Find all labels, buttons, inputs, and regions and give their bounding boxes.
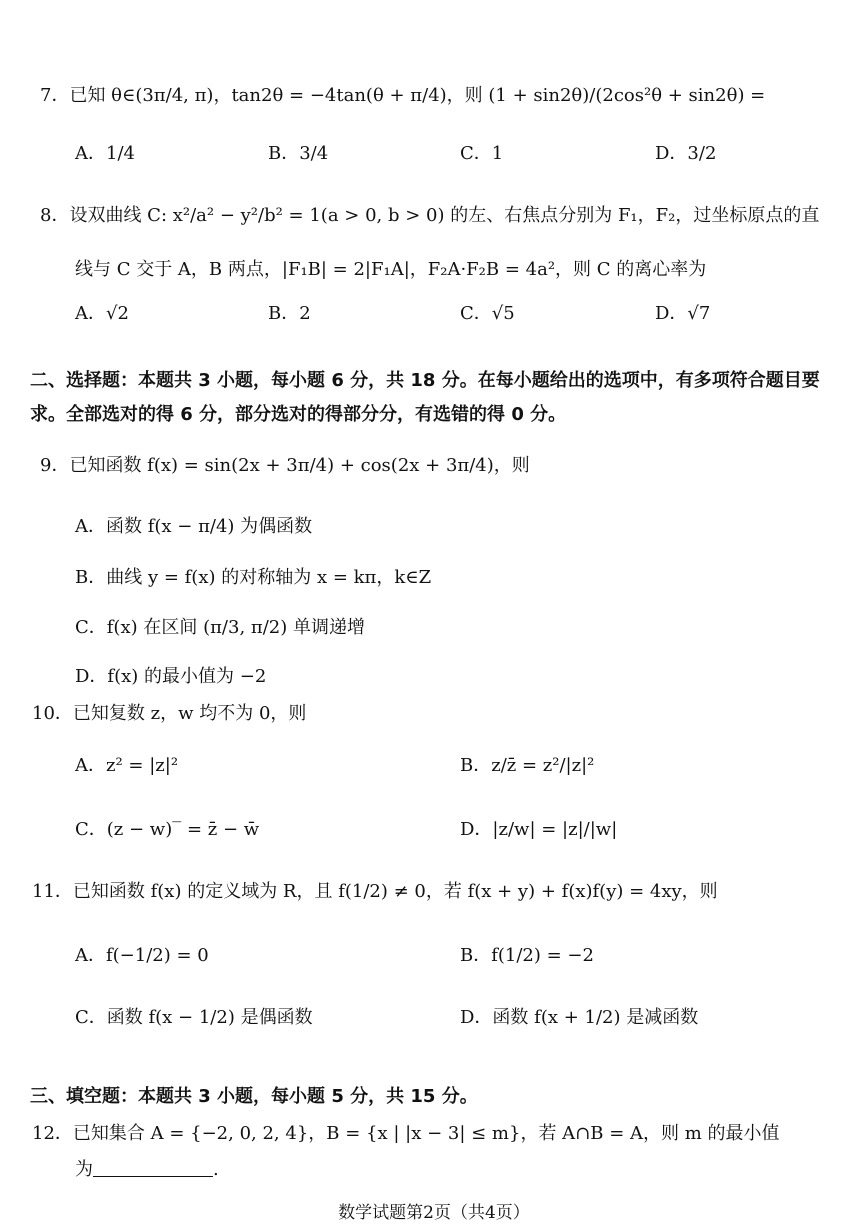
q7-stem: 7．已知 θ∈(3π/4, π)，tan2θ = −4tan(θ + π/4)，则 (1 + sin2θ)/(2cos²θ + sin2θ) = xyxy=(40,85,766,106)
q9-option-a: A．函数 f(x − π/4) 为偶函数 xyxy=(75,516,313,537)
q7-option-a: A．1/4 xyxy=(75,143,135,164)
q8-option-c: C．√5 xyxy=(460,303,515,324)
section-3-heading: 三、填空题：本题共 3 小题，每小题 5 分，共 15 分。 xyxy=(30,1086,478,1107)
q12-suffix: . xyxy=(213,1159,219,1180)
q11-option-a: A．f(−1/2) = 0 xyxy=(75,945,209,966)
q8-stem-line1: 8．设双曲线 C: x²/a² − y²/b² = 1(a > 0, b > 0) 的左、右焦点分别为 F₁，F₂，过坐标原点的直 xyxy=(40,205,820,226)
q9-stem: 9．已知函数 f(x) = sin(2x + 3π/4) + cos(2x + 3π/4)，则 xyxy=(40,455,530,476)
q11-option-b: B．f(1/2) = −2 xyxy=(460,945,594,966)
q8-option-b: B．2 xyxy=(268,303,311,324)
q7-option-d: D．3/2 xyxy=(655,143,717,164)
q10-option-b: B．z/z̄ = z²/|z|² xyxy=(460,755,595,776)
q8-stem-line2: 线与 C 交于 A，B 两点，|F₁B| = 2|F₁A|，F₂A·F₂B = 4a²，则 C 的离心率为 xyxy=(75,259,707,280)
q10-stem: 10．已知复数 z，w 均不为 0，则 xyxy=(32,703,307,724)
q10-option-a: A．z² = |z|² xyxy=(75,755,179,776)
q8-option-d: D．√7 xyxy=(655,303,711,324)
q11-option-c: C．函数 f(x − 1/2) 是偶函数 xyxy=(75,1007,313,1028)
q11-option-d: D．函数 f(x + 1/2) 是减函数 xyxy=(460,1007,699,1028)
q10-option-c: C．(z − w)‾ = z̄ − w̄ xyxy=(75,819,260,840)
q12-answer-blank[interactable] xyxy=(93,1176,213,1177)
q9-option-c: C．f(x) 在区间 (π/3, π/2) 单调递增 xyxy=(75,617,365,638)
q12-stem-line2 xyxy=(75,1158,219,1182)
section-2-heading: 二、选择题：本题共 3 小题，每小题 6 分，共 18 分。在每小题给出的选项中，有多项符合题目要求。全部选对的得 6 分，部分选对的得部分分，有选错的得 0 分。 xyxy=(30,370,820,425)
q8-option-a: A．√2 xyxy=(75,303,129,324)
q11-stem: 11．已知函数 f(x) 的定义域为 R，且 f(1/2) ≠ 0，若 f(x + y) + f(x)f(y) = 4xy，则 xyxy=(32,881,718,902)
q9-option-d: D．f(x) 的最小值为 −2 xyxy=(75,666,267,687)
q12-stem-line1: 12．已知集合 A = {−2, 0, 2, 4}，B = {x | |x − 3| ≤ m}，若 A∩B = A，则 m 的最小值 xyxy=(32,1123,780,1144)
q12-prefix: 为 xyxy=(75,1159,93,1180)
q7-option-c: C．1 xyxy=(460,143,504,164)
q7-option-b: B．3/4 xyxy=(268,143,329,164)
q9-option-b: B．曲线 y = f(x) 的对称轴为 x = kπ，k∈Z xyxy=(75,567,432,588)
q10-option-d: D．|z/w| = |z|/|w| xyxy=(460,819,618,840)
page-footer: 数学试题第2页（共4页） xyxy=(338,1203,530,1223)
